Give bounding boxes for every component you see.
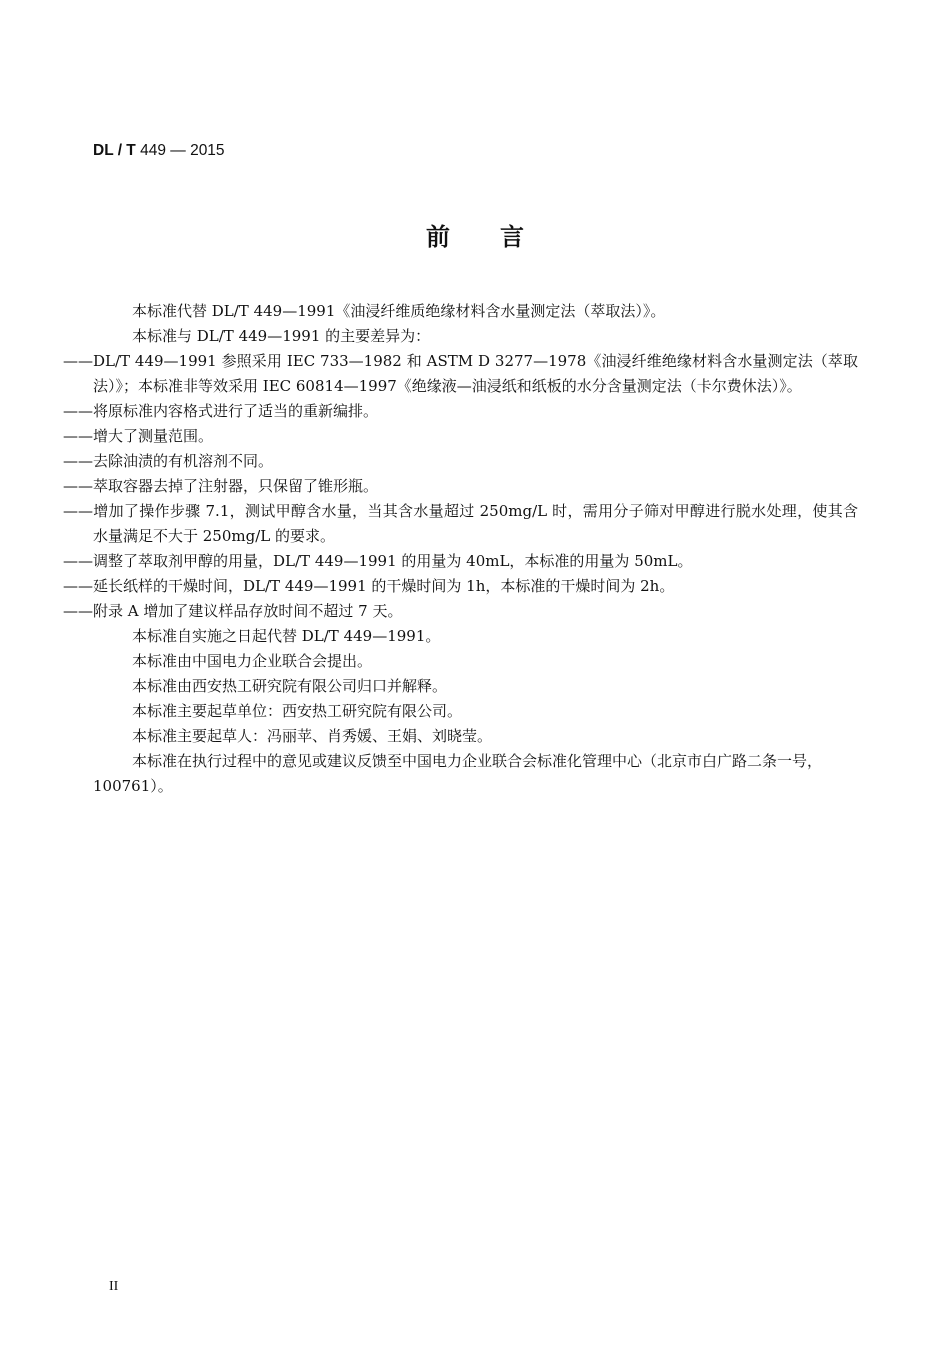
paragraph-replaces: 本标准代替 DL/T 449—1991《油浸纤维质绝缘材料含水量测定法（萃取法）》。 [132,302,666,320]
difference-item: ——DL/T 449—1991 参照采用 IEC 733—1982 和 ASTM D 3277—1978《油浸纤维绝缘材料含水量测定法（萃取法）》；本标准非等效采用 IEC 60814—1997《绝缘液—油浸纸和纸板的水分含量测定法（卡尔费休法）》。 [63,352,858,395]
difference-item: ——附录 A 增加了建议样品存放时间不超过 7 天。 [63,602,403,620]
difference-item: ——萃取容器去掉了注射器，只保留了锥形瓶。 [63,477,379,495]
difference-item: ——调整了萃取剂甲醇的用量，DL/T 449—1991 的用量为 40mL，本标准的用量为 50mL。 [63,552,693,570]
paragraph-interpretation: 本标准由西安热工研究院有限公司归口并解释。 [132,677,448,695]
paragraph-differences-intro: 本标准与 DL/T 449—1991 的主要差异为： [132,327,431,345]
standard-code: DL / T [93,142,136,159]
document-code-header [93,141,225,161]
foreword-body [63,299,858,799]
difference-item: ——将原标准内容格式进行了适当的重新编排。 [63,402,379,420]
difference-item: ——延长纸样的干燥时间，DL/T 449—1991 的干燥时间为 1h，本标准的干燥时间为 2h。 [63,577,675,595]
page-title: 前言 [426,223,574,251]
paragraph-feedback: 本标准在执行过程中的意见或建议反馈至中国电力企业联合会标准化管理中心（北京市白广路二条一号，100761）。 [93,752,823,795]
difference-item: ——去除油渍的有机溶剂不同。 [63,452,274,470]
paragraph-drafting-unit: 本标准主要起草单位：西安热工研究院有限公司。 [132,702,463,720]
paragraph-drafters: 本标准主要起草人：冯丽苹、肖秀媛、王娟、刘晓莹。 [132,727,493,745]
standard-number: 449 — 2015 [140,142,225,159]
paragraph-proposer: 本标准由中国电力企业联合会提出。 [132,652,373,670]
page-number: II [109,1279,119,1294]
difference-item: ——增大了测量范围。 [63,427,214,445]
difference-item: ——增加了操作步骤 7.1，测试甲醇含水量，当其含水量超过 250mg/L 时，需用分子筛对甲醇进行脱水处理，使其含水量满足不大于 250mg/L 的要求。 [63,502,858,545]
paragraph-effective: 本标准自实施之日起代替 DL/T 449—1991。 [132,627,441,645]
